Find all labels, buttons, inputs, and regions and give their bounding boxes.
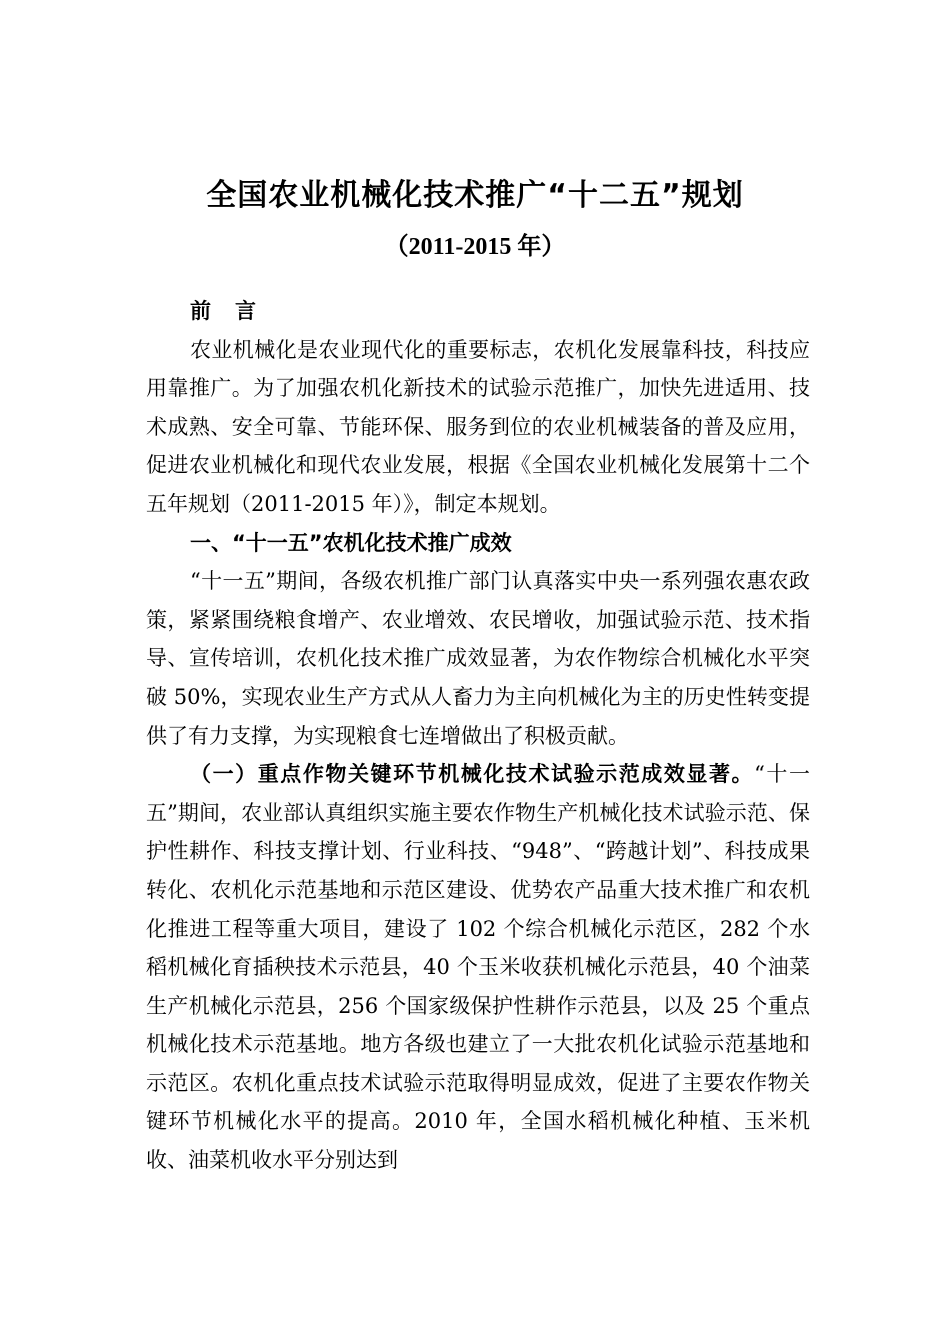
preface-heading xyxy=(146,292,810,331)
subsection-1-paragraph xyxy=(146,755,810,1180)
section-1-heading: 一、“十一五”农机化技术推广成效 xyxy=(190,530,512,555)
document-title: 全国农业机械化技术推广“十二五”规划 xyxy=(206,178,744,213)
preface-label-1: 前 xyxy=(190,299,211,323)
preface-paragraph: 农业机械化是农业现代化的重要标志，农机化发展靠科技，科技应用靠推广。为了加强农机化新技术的试验示范推广，加快先进适用、技术成熟、安全可靠、节能环保、服务到位的农业机械装备的普及应用，促进农业机械化和现代农业发展，根据《全国农业机械化发展第十二个五年规划（2011-2015 年）》，制定本规划。 xyxy=(146,337,810,516)
subsection-1-lead: （一）重点作物关键环节机械化技术试验示范成效显著。 xyxy=(190,762,755,787)
document-body xyxy=(146,292,810,1180)
subsection-1-text: “十一五”期间，农业部认真组织实施主要农作物生产机械化技术试验示范、保护性耕作、科技支撑计划、行业科技、“948”、“跨越计划”、科技成果转化、农机化示范基地和示范区建设、优势农产品重大技术推广和农机化推进工程等重大项目，建设了 102 个综合机械化示范区，282 个水稻机械化育插秧技术示范县，40 个玉米收获机械化示范县，40 个油菜生产机械化示范县，256 个国家级保护性耕作示范县，以及 25 个重点机械化技术示范基地。地方各级也建立了一大批农机化试验示范基地和示范区。农机化重点技术试验示范取得明显成效，促进了主要农作物关键环节机械化水平的提高。2010 年，全国水稻机械化种植、玉米机收、油菜机收水平分别达到 xyxy=(146,762,810,1173)
document-subtitle: （2011-2015 年） xyxy=(384,234,566,260)
section-1-paragraph: “十一五”期间，各级农机推广部门认真落实中央一系列强农惠农政策，紧紧围绕粮食增产、农业增效、农民增收，加强试验示范、技术指导、宣传培训，农机化技术推广成效显著，为农作物综合机械化水平突破 50%，实现农业生产方式从人畜力为主向机械化为主的历史性转变提供了有力支撑，为实现粮食七连增做出了积极贡献。 xyxy=(146,569,810,748)
preface-label-2: 言 xyxy=(235,299,256,323)
